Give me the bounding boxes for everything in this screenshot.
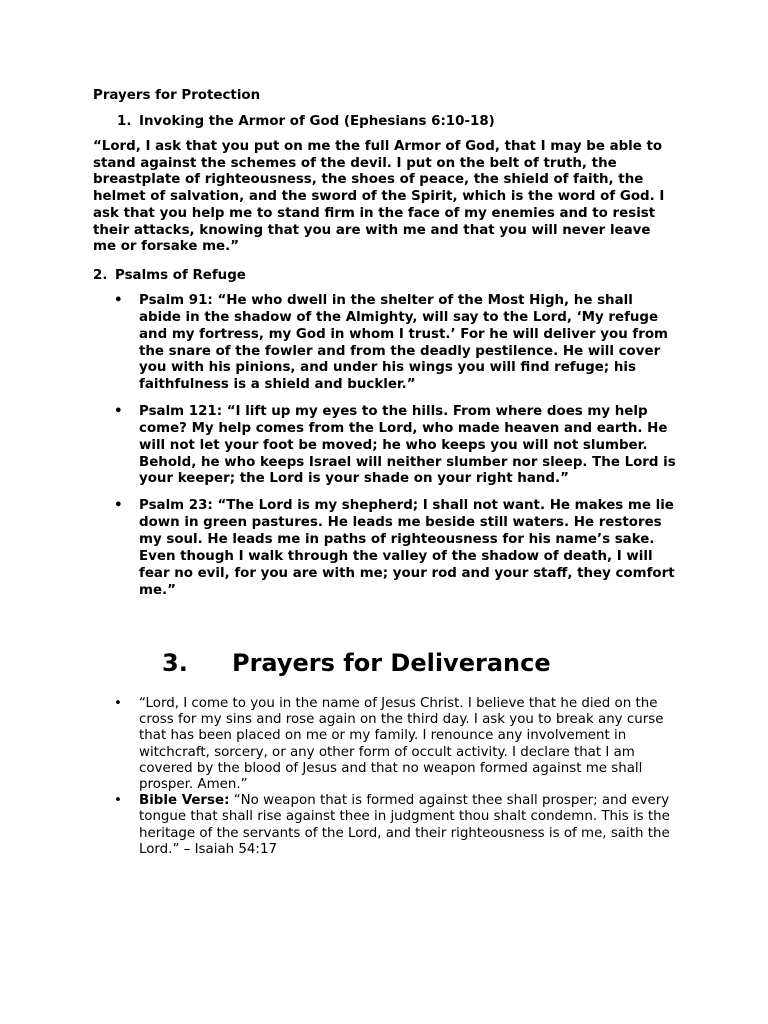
- armor-of-god-prayer: “Lord, I ask that you put on me the full Armor of God, that I may be able to stand against the schemes of the devil. I put on the belt of truth, the breastplate of righteousness, the shoes of peace, the shield of faith, the helmet of salvation, and the sword of the Spirit, which is the word of God. I ask that you help me to stand firm in the face of my enemies and to resist their attacks, knowing that you are with me and that you will never leave me or forsake me.”: [93, 139, 665, 255]
- heading-number: 3.: [162, 649, 188, 677]
- list-number: 1.: [117, 114, 132, 129]
- list-item-label: Psalms of Refuge: [115, 268, 246, 283]
- list-item-label: Invoking the Armor of God (Ephesians 6:10-18): [139, 114, 495, 129]
- psalm-91-text: Psalm 91: “He who dwell in the shelter of the Most High, he shall abide in the shadow of the Almighty, will say to the Lord, ‘My refuge and my fortress, my God in whom I trust.’ For he will deliver you from the snare of the fowler and from the deadly pestilence. He will cover you with his pinions, and under his wings you will find refuge; his faithfulness is a shield and buckler.”: [139, 293, 669, 393]
- bullet-icon: •: [114, 404, 123, 420]
- psalm-121-text: Psalm 121: “I lift up my eyes to the hills. From where does my help come? My help comes from the Lord, who made heaven and earth. He will not let your foot be moved; he who keeps you will not slumber. Behold, he who keeps Israel will neither slumber nor sleep. The Lord is your keeper; the Lord is your shade on your right hand.”: [139, 404, 676, 487]
- bible-verse-text: “No weapon that is formed against thee shall prosper; and every tongue that shall rise against thee in judgment thou shalt condemn. This is the heritage of the servants of the Lord, and their righteousness is of me, saith the Lord.” – Isaiah 54:17: [139, 793, 670, 857]
- list-item: [0, 404, 679, 488]
- bullet-icon: •: [114, 498, 123, 514]
- list-item-armor-of-god: [117, 113, 495, 130]
- list-item: [0, 498, 679, 599]
- deliverance-prayer-text: “Lord, I come to you in the name of Jesus Christ. I believe that he died on the cross for my sins and rose again on the third day. I ask you to break any curse that has been placed on me or my family. I renounce any involvement in witchcraft, sorcery, or any other form of occult activity. I declare that I am covered by the blood of Jesus and that no weapon formed against me shall prosper. Amen.”: [139, 696, 664, 793]
- deliverance-heading: [162, 647, 551, 679]
- list-item-psalms-of-refuge: [93, 267, 246, 284]
- heading-label: Prayers for Deliverance: [232, 649, 551, 677]
- deliverance-list: [0, 696, 768, 858]
- psalms-list: [0, 293, 768, 609]
- bible-verse-label: Bible Verse:: [139, 793, 230, 809]
- bullet-icon: •: [114, 793, 122, 809]
- list-item: [0, 293, 679, 394]
- list-item: [0, 696, 679, 793]
- list-number: 2.: [93, 268, 108, 283]
- bullet-icon: •: [114, 293, 123, 308]
- list-item: [0, 793, 679, 858]
- bullet-icon: •: [114, 696, 122, 711]
- psalm-23-text: Psalm 23: “The Lord is my shepherd; I shall not want. He makes me lie down in green pastures. He leads me beside still waters. He restores my soul. He leads me in paths of righteousness for his name’s sake. Even though I walk through the valley of the shadow of death, I will fear no evil, for you are with me; your rod and your staff, they comfort me.”: [139, 498, 675, 598]
- document-title: Prayers for Protection: [93, 88, 261, 103]
